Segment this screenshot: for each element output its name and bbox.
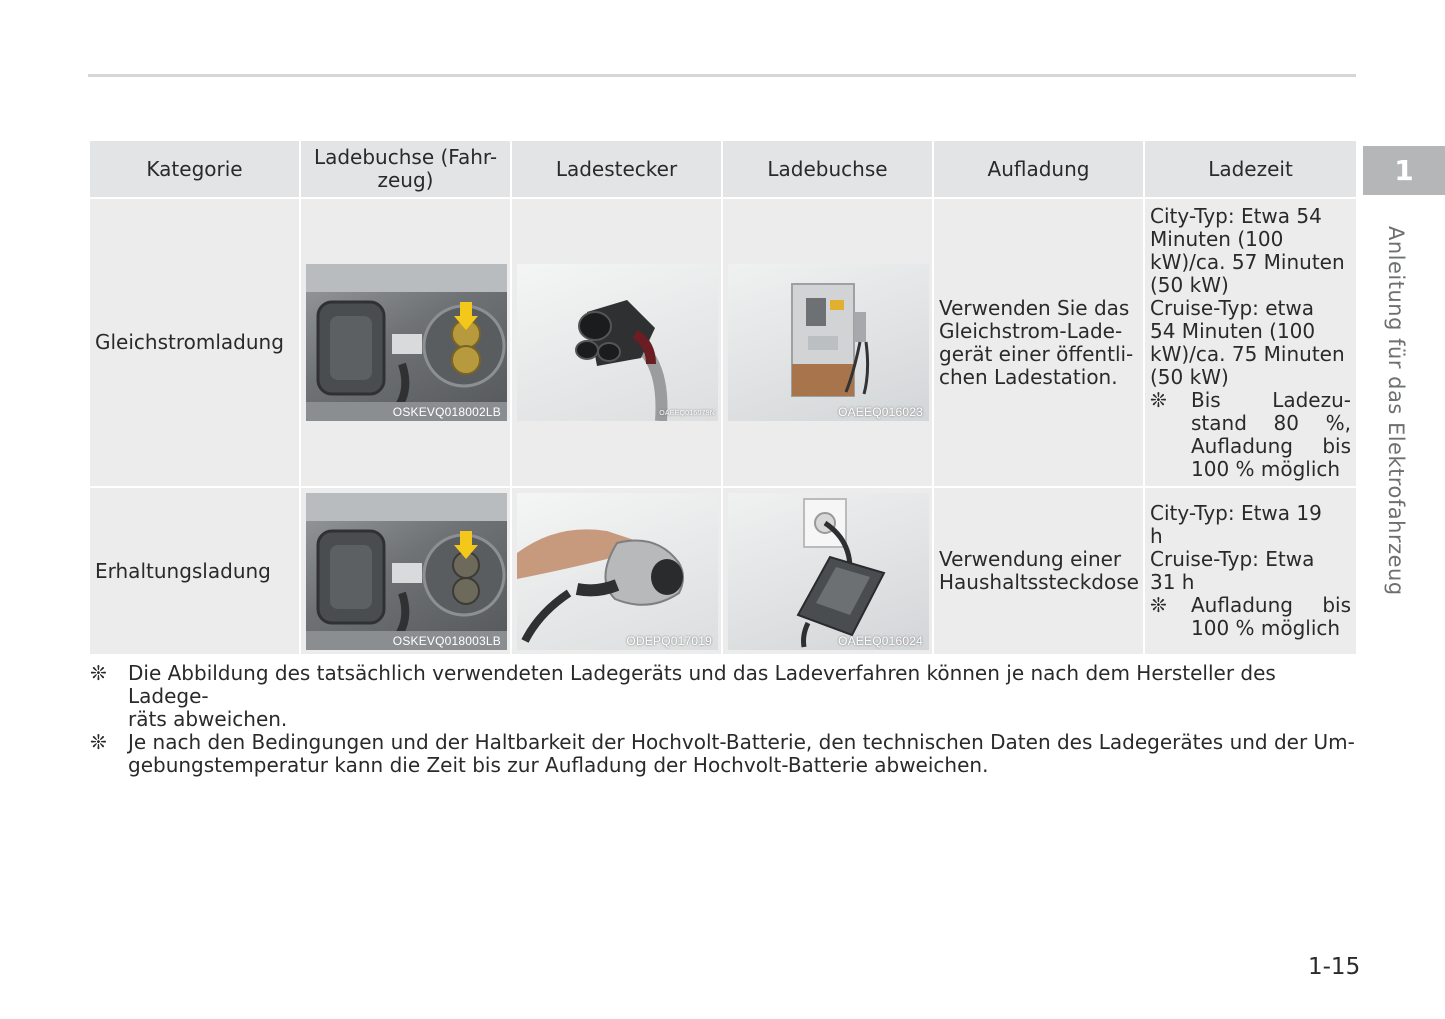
ladezeit-line: kW)/ca. 57 Minuten: [1150, 249, 1345, 274]
aufladung-line: Verwendung einer: [939, 547, 1122, 571]
vehicle-charging-inlet-photo: [306, 264, 507, 421]
ladezeit-line: 31 h: [1150, 570, 1195, 594]
aufladung-line: Verwenden Sie das: [939, 295, 1130, 320]
charger-image-cell: [722, 198, 933, 487]
chapter-title: Anleitung für das Elektrofahrzeug: [1384, 226, 1408, 596]
chapter-number-tab: 1: [1363, 146, 1445, 195]
table-header-row: [89, 140, 1357, 198]
vehicle-inlet-image-cell: [300, 198, 511, 487]
charging-table: [88, 139, 1358, 656]
charging-inlet-illustration: [306, 493, 507, 650]
dc-charging-station-photo: [728, 264, 929, 421]
aufladung-cell: [933, 487, 1144, 655]
ladezeit-line: Cruise-Typ: etwa: [1150, 295, 1315, 320]
image-code: ODEPQ017019: [626, 633, 712, 648]
ladezeit-line: kW)/ca. 75 Minuten: [1150, 341, 1345, 366]
image-code: OAEEQ016024: [838, 633, 923, 648]
top-rule: [88, 74, 1356, 77]
hand-plug-illustration: [517, 493, 718, 650]
note-line: Aufladung bis: [1191, 593, 1351, 617]
ladezeit-line: (50 kW): [1150, 272, 1229, 297]
footnote-symbol-icon: ❊: [90, 730, 107, 754]
footnote-text: [128, 731, 1356, 777]
image-code: OAEEQ016079N: [659, 410, 715, 417]
ladezeit-line: Cruise-Typ: Etwa: [1150, 547, 1315, 571]
charging-plug-image-cell: [511, 487, 722, 655]
note-line: Aufladung bis: [1191, 433, 1351, 458]
footnote-text: [128, 662, 1356, 731]
footnote-line: gebungstemperatur kann die Zeit bis zur Aufladung der Hochvolt-Batterie abweichen.: [128, 753, 989, 777]
note-symbol-icon: ❊: [1150, 593, 1167, 617]
kategorie-cell: Erhaltungsladung: [89, 487, 300, 655]
footnote-symbol-icon: ❊: [90, 661, 107, 685]
header-ladebuchse-fahrzeug-line1: Ladebuchse (Fahr-: [313, 145, 498, 169]
household-outlet-charger-photo: [728, 493, 929, 650]
vehicle-inlet-image-cell: [300, 487, 511, 655]
ladezeit-line: City-Typ: Etwa 54: [1150, 203, 1322, 228]
charging-station-illustration: [728, 264, 929, 421]
table-row: [89, 198, 1357, 487]
image-code: OSKEVQ018002LB: [392, 405, 501, 419]
header-ladebuchse-fahrzeug-line2: zeug): [377, 168, 434, 192]
image-code: OAEEQ016023: [838, 405, 923, 419]
aufladung-line: chen Ladestation.: [939, 364, 1118, 389]
dc-charging-plug-photo: [517, 264, 718, 421]
header-aufladung: Aufladung: [933, 140, 1144, 198]
ladezeit-note: [1150, 389, 1351, 481]
ladezeit-line: 54 Minuten (100: [1150, 318, 1316, 343]
ladezeit-line: (50 kW): [1150, 364, 1229, 389]
ac-charging-plug-photo: [517, 493, 718, 650]
note-line: Bis Ladezu-: [1191, 387, 1351, 412]
ladezeit-cell: [1144, 198, 1357, 487]
dc-plug-illustration: [517, 264, 718, 421]
footnote: [90, 662, 1356, 731]
footnote-line: räts abweichen.: [128, 707, 288, 731]
note-line: stand 80 %,: [1191, 410, 1351, 435]
aufladung-line: gerät einer öffentli-: [939, 341, 1134, 366]
footnotes: [90, 662, 1356, 777]
header-ladebuchse-fahrzeug: [300, 140, 511, 198]
ladezeit-line: Minuten (100: [1150, 226, 1284, 251]
ladezeit-note: [1150, 594, 1351, 640]
ladezeit-line: h: [1150, 524, 1163, 548]
ladezeit-note-text: [1191, 389, 1351, 481]
charger-image-cell: [722, 487, 933, 655]
header-ladebuchse: Ladebuchse: [722, 140, 933, 198]
image-code: OSKEVQ018003LB: [392, 633, 501, 648]
outlet-charger-illustration: [728, 493, 929, 650]
note-symbol-icon: ❊: [1150, 387, 1167, 412]
aufladung-line: Haushaltssteckdose: [939, 570, 1139, 594]
charging-plug-image-cell: [511, 198, 722, 487]
header-ladestecker: Ladestecker: [511, 140, 722, 198]
footnote-line: Die Abbildung des tatsächlich verwendeten Ladegeräts und das Ladeverfahren können je nach dem Hersteller des Ladege-: [128, 661, 1276, 708]
vehicle-charging-inlet-photo: [306, 493, 507, 650]
footnote-line: Je nach den Bedingungen und der Haltbarkeit der Hochvolt-Batterie, den technischen Daten des Ladegerätes und der Um-: [128, 730, 1355, 754]
ladezeit-cell: [1144, 487, 1357, 655]
ladezeit-note-text: [1191, 594, 1351, 640]
note-line-last: 100 % möglich: [1191, 616, 1341, 640]
note-line-last: 100 % möglich: [1191, 456, 1341, 481]
aufladung-line: Gleichstrom-Lade-: [939, 318, 1123, 343]
header-ladezeit: Ladezeit: [1144, 140, 1357, 198]
charging-inlet-illustration: [306, 264, 507, 421]
page-number: 1-15: [1308, 954, 1361, 980]
ladezeit-line: City-Typ: Etwa 19: [1150, 501, 1322, 525]
aufladung-cell: [933, 198, 1144, 487]
kategorie-cell: Gleichstromladung: [89, 198, 300, 487]
table-row: [89, 487, 1357, 655]
header-kategorie: Kategorie: [89, 140, 300, 198]
footnote: [90, 731, 1356, 777]
